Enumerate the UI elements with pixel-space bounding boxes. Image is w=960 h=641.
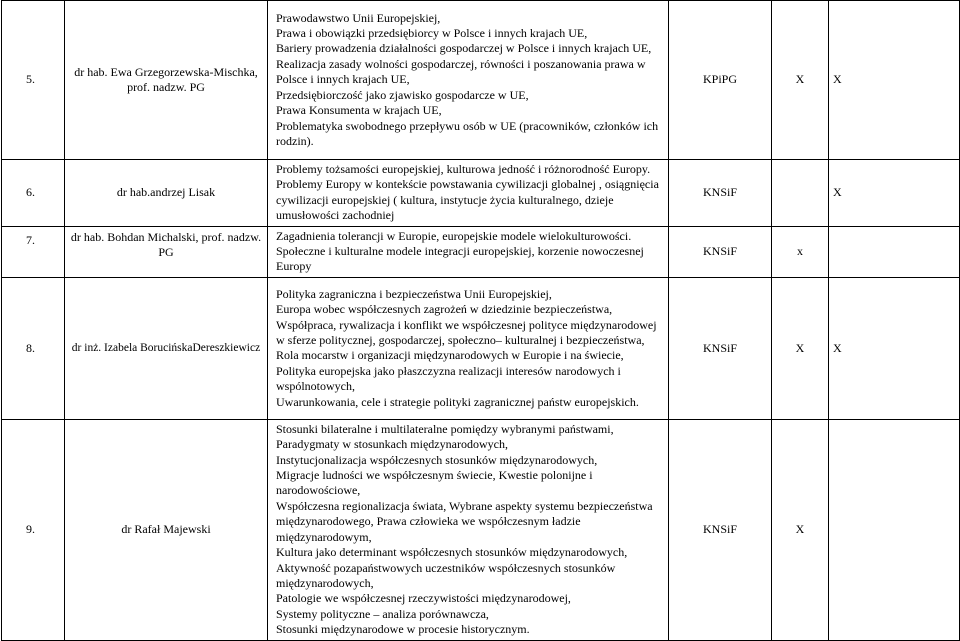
topic-item: Prawodawstwo Unii Europejskiej, [276,10,441,25]
mark-cell: X [829,1,960,160]
mark-cell [829,419,960,640]
topics-cell [268,1,669,160]
topic-item: Przedsiębiorczość jako zjawisko gospodarcze w UE, [276,87,529,102]
topic-item: Problemy tożsamości europejskiej, kulturowa jedność i różnorodność Europy. Problemy Europy w kontekście powstawania cywilizacji globalnej , osiągnięcia cywilizacji europejskiej ( kultura, instytucje życia kulturalnego, dzieje umusłowości zachodniej [276,162,659,223]
topic-item: Polityka zagraniczna i bezpieczeństwa Unii Europejskiej, [276,286,552,301]
mark-cell: X [772,419,829,640]
topic-item: Problematyka swobodnego przepływu osób w UE (pracowników, członków ich rodzin). [276,118,659,148]
lecturer-name: dr hab.andrzej Lisak [65,160,268,227]
topic-item: Instytucjonalizacja współczesnych stosunków międzynarodowych, [276,452,598,467]
topic-item: Bariery prowadzenia działalności gospodarczej w Polsce i innych krajach UE, [276,41,652,56]
mark-cell: X [772,1,829,160]
department-code: KNSiF [669,226,772,277]
lecturer-name: dr hab. Ewa Grzegorzewska-Mischka, prof. nadzw. PG [65,1,268,160]
topic-item: Aktywność pozapaństwowych uczestników współczesnych stosunków międzynarodowych, [276,560,616,590]
mark-cell: X [829,160,960,227]
lecturer-name: dr inż. Izabela BorucińskaDereszkiewicz [65,277,268,419]
table-row [2,160,960,227]
table-row [2,226,960,277]
lecturer-name: dr Rafał Majewski [65,419,268,640]
topics-cell [268,277,669,419]
row-number: 5. [2,1,65,160]
department-code: KPiPG [669,1,772,160]
topic-item: Systemy polityczne – analiza porównawcza, [276,606,489,621]
mark-cell: X [772,277,829,419]
courses-table [1,0,960,641]
topic-item: Współczesna regionalizacja świata, Wybrane aspekty systemu bezpieczeństwa międzynarodowego, Prawa człowieka we współczesnym ładzie międzynarodowym, [276,498,653,544]
mark-cell [772,160,829,227]
topic-item: Uwarunkowania, cele i strategie polityki zagranicznej państw europejskich. [276,394,639,409]
table-row [2,277,960,419]
department-code: KNSiF [669,277,772,419]
topic-item: Kultura jako determinant współczesnych stosunków międzynarodowych, [276,545,628,560]
topic-item: Migracje ludności we współczesnym świecie, Kwestie polonijne i narodowościowe, [276,468,593,498]
mark-cell: x [772,226,829,277]
topics-cell [268,160,669,227]
topic-item: Prawa i obowiązki przedsiębiorcy w Polsce i innych krajach UE, [276,26,588,41]
department-code: KNSiF [669,419,772,640]
topic-item: Realizacja zasady wolności gospodarczej, równości i poszanowania prawa w Polsce i innych krajach UE, [276,56,646,87]
department-code: KNSiF [669,160,772,227]
row-number: 7. [2,226,65,277]
table-row [2,1,960,160]
lecturer-name: dr hab. Bohdan Michalski, prof. nadzw. PG [65,226,268,277]
topic-item: Stosunki bilateralne i multilateralne pomiędzy wybranymi państwami, [276,421,614,436]
mark-cell [829,226,960,277]
topic-item: Prawa Konsumenta w krajach UE, [276,103,442,118]
topic-item: Polityka europejska jako płaszczyzna realizacji interesów narodowych i wspólnotowych, [276,363,621,394]
table-row [2,419,960,640]
topic-item: Rola mocarstw i organizacji międzynarodowych w Europie i na świecie, [276,348,624,363]
row-number: 9. [2,419,65,640]
topics-cell [268,419,669,640]
topics-cell [268,226,669,277]
row-number: 6. [2,160,65,227]
topic-item: Współpraca, rywalizacja i konflikt we współczesnej polityce międzynarodowej w sferze politycznej, gospodarczej, społeczno– kulturalnej i bezpieczeństwa, [276,317,657,347]
topic-item: Stosunki międzynarodowe w procesie historycznym. [276,622,530,637]
topic-item: Paradygmaty w stosunkach międzynarodowych, [276,437,508,452]
topic-item: Zagadnienia tolerancji w Europie, europejskie modele wielokulturowości. Społeczne i kulturalne modele integracji europejskiej, korzenie nowoczesnej Europy [276,228,644,274]
row-number: 8. [2,277,65,419]
mark-cell: X [829,277,960,419]
topic-item: Patologie we współczesnej rzeczywistości międzynarodowej, [276,591,571,606]
topic-item: Europa wobec współczesnych zagrożeń w dziedzinie bezpieczeństwa, [276,302,613,317]
